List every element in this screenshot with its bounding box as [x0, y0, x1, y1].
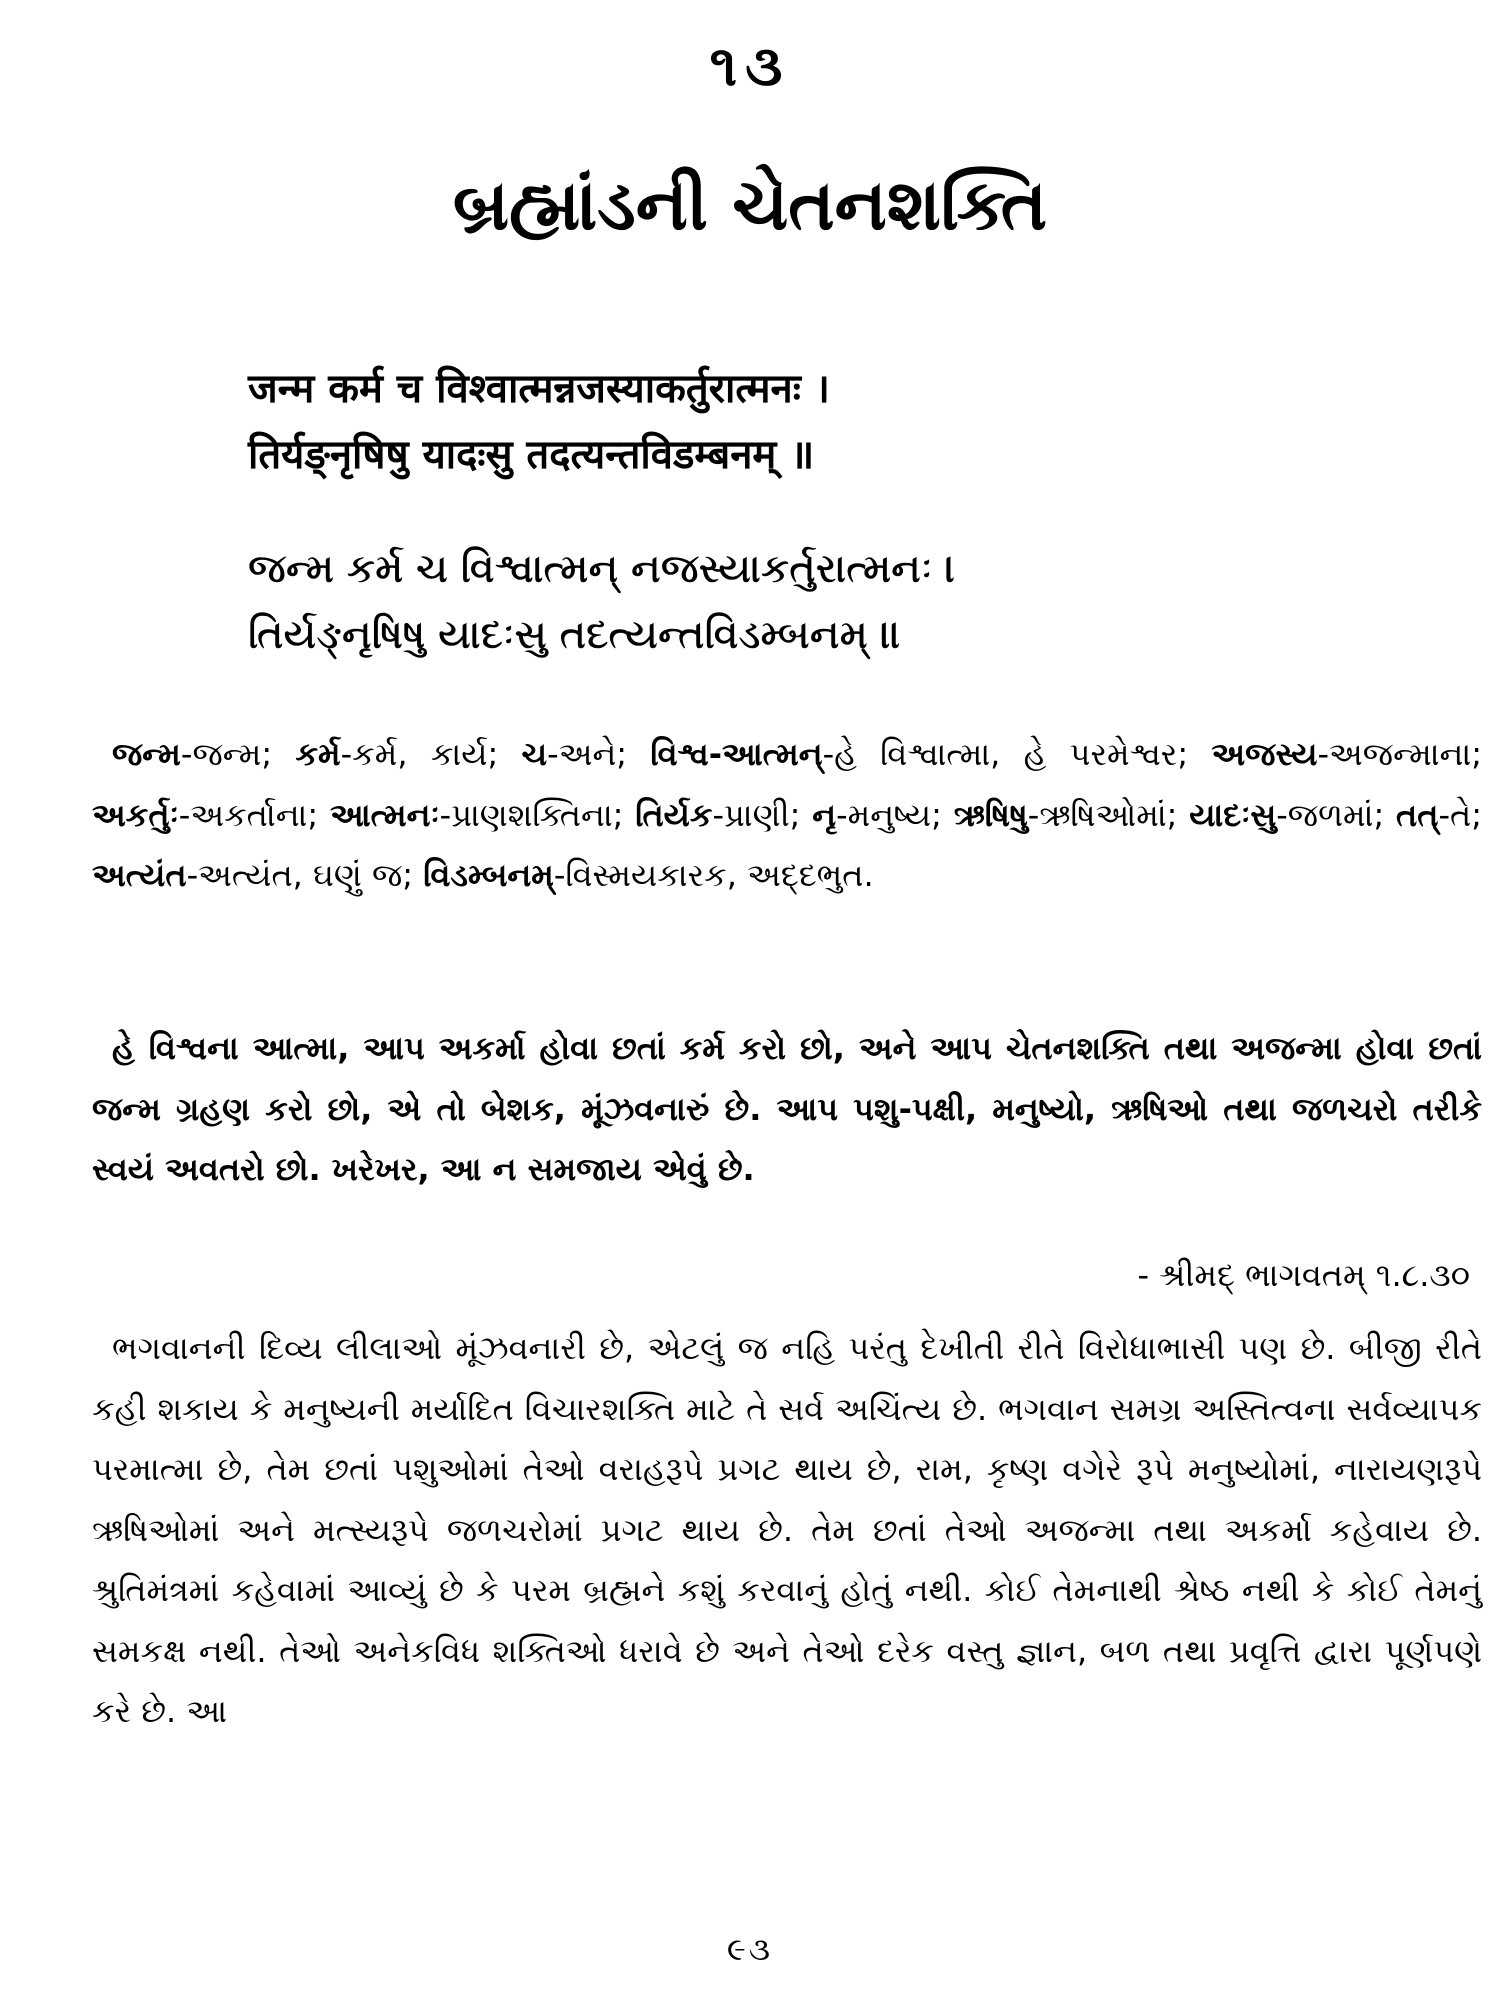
synonym-meaning: -પ્રાણી;: [712, 795, 813, 834]
verse-source-reference: - શ્રીમદ્ ભાગવતમ્ ૧.૮.૩૦: [1137, 1256, 1470, 1294]
synonym-meaning: -વિસ્મયકારક, અદ્દભુત.: [553, 856, 874, 894]
synonym-meaning: -ઋષિઓમાં;: [1027, 795, 1190, 834]
synonym-word: ચ: [521, 735, 548, 773]
synonym-word: ઋષિષુ: [953, 795, 1028, 834]
synonym-meaning: -અને;: [547, 735, 651, 773]
synonym-meaning: -જન્મ;: [180, 735, 296, 773]
synonym-word: નૃ: [812, 795, 837, 834]
synonym-meaning: -અજન્માના;: [1317, 735, 1483, 773]
synonym-meaning: -અત્યંત, ઘણું જ;: [186, 856, 424, 894]
synonym-word: વિશ્વ-આત્મન્: [650, 735, 823, 773]
synonym-meaning: -હે વિશ્વાત્મા, હે પરમેશ્વર;: [822, 735, 1212, 773]
verse-gujarati-line-1: જન્મ કર્મ ચ વિશ્વાત્મન્ નજસ્યાકર્તુરાત્મનઃ ।: [248, 546, 956, 592]
synonym-word: અકર્તુઃ: [92, 795, 179, 834]
synonym-word: કર્મ: [295, 735, 341, 773]
verse-devanagari-line-1: जन्म कर्म च विश्वात्मन्नजस्याकर्तुरात्मनः ।: [248, 366, 830, 412]
synonym-word: યાદઃસુ: [1189, 795, 1277, 834]
verse-translation: [92, 1018, 1482, 1200]
verse-devanagari: [248, 356, 1408, 488]
chapter-title: બ્રહ્માંડની ચેતનશક્તિ: [452, 164, 1048, 246]
verse-gujarati-transliteration: [248, 536, 1408, 668]
synonym-word: તત્: [1396, 795, 1439, 834]
purport-paragraph: [92, 1318, 1482, 1742]
synonym-meaning: -જળમાં;: [1276, 795, 1397, 834]
translation-text: હે વિશ્વના આત્મા, આપ અકર્મા હોવા છતાં કર્મ કરો છો, અને આપ ચેતનશક્તિ તથા અજન્મા હોવા છતાં જન્મ ગ્રહણ કરો છો, એ તો બેશક, મૂંઝવનારું છે. આપ પશુ-પક્ષી, મનુષ્યો, ઋષિઓ તથા જળચરો તરીકે સ્વયં અવતરો છો. ખરેખર, આ ન સમજાય એવું છે.: [92, 1029, 1482, 1188]
synonym-word: તિર્યક: [635, 795, 713, 834]
synonym-word: અજસ્ય: [1211, 735, 1318, 773]
chapter-number: ૧૩: [709, 34, 791, 99]
word-meanings: [92, 724, 1482, 906]
synonym-word: જન્મ: [112, 735, 181, 773]
synonym-word: વિડમ્બનમ્: [423, 856, 554, 894]
purport-text: ભગવાનની દિવ્ય લીલાઓ મૂંઝવનારી છે, એટલું જ નહિ પરંતુ દેખીતી રીતે વિરોધાભાસી પણ છે. બીજી રીતે કહી શકાય કે મનુષ્યની મર્યાદિત વિચારશક્તિ માટે તે સર્વ અચિંત્ય છે. ભગવાન સમગ્ર અસ્તિત્વના સર્વવ્યાપક પરમાત્મા છે, તેમ છતાં પશુઓમાં તેઓ વરાહરૂપે પ્રગટ થાય છે, રામ, કૃષ્ણ વગેરે રૂપે મનુષ્યોમાં, નારાયણરૂપે ઋષિઓમાં અને મત્સ્યરૂપે જળચરોમાં પ્રગટ થાય છે. તેમ છતાં તેઓ અજન્મા તથા અકર્મા કહેવાય છે. શ્રુતિમંત્રમાં કહેવામાં આવ્યું છે કે પરમ બ્રહ્મને કશું કરવાનું હોતું નથી. કોઈ તેમનાથી શ્રેષ્ઠ નથી કે કોઈ તેમનું સમકક્ષ નથી. તેઓ અનેકવિધ શક્તિઓ ધરાવે છે અને તેઓ દરેક વસ્તુ જ્ઞાન, બળ તથા પ્રવૃત્તિ દ્વારા પૂર્ણપણે કરે છે. આ: [92, 1329, 1482, 1730]
synonym-word: અત્યંત: [92, 856, 187, 894]
verse-devanagari-line-2: तिर्यङ्नृषिषु यादःसु तदत्यन्तविडम्बनम् ॥: [248, 432, 815, 478]
synonym-meaning: -કર્મ, કાર્ય;: [340, 735, 522, 773]
synonym-meaning: -પ્રાણશક્તિના;: [439, 795, 636, 834]
page-number: ૯૩: [726, 1930, 774, 1968]
synonym-word: આત્મનઃ: [329, 795, 440, 834]
synonym-meaning: -મનુષ્ય;: [836, 795, 954, 834]
verse-gujarati-line-2: તિર્યઙ્નૃષિષુ યાદઃસુ તદત્યન્તવિડમ્બનમ્ ॥: [248, 612, 902, 658]
synonym-meaning: -તે;: [1438, 795, 1482, 834]
synonym-meaning: -અકર્તાના;: [178, 795, 330, 834]
